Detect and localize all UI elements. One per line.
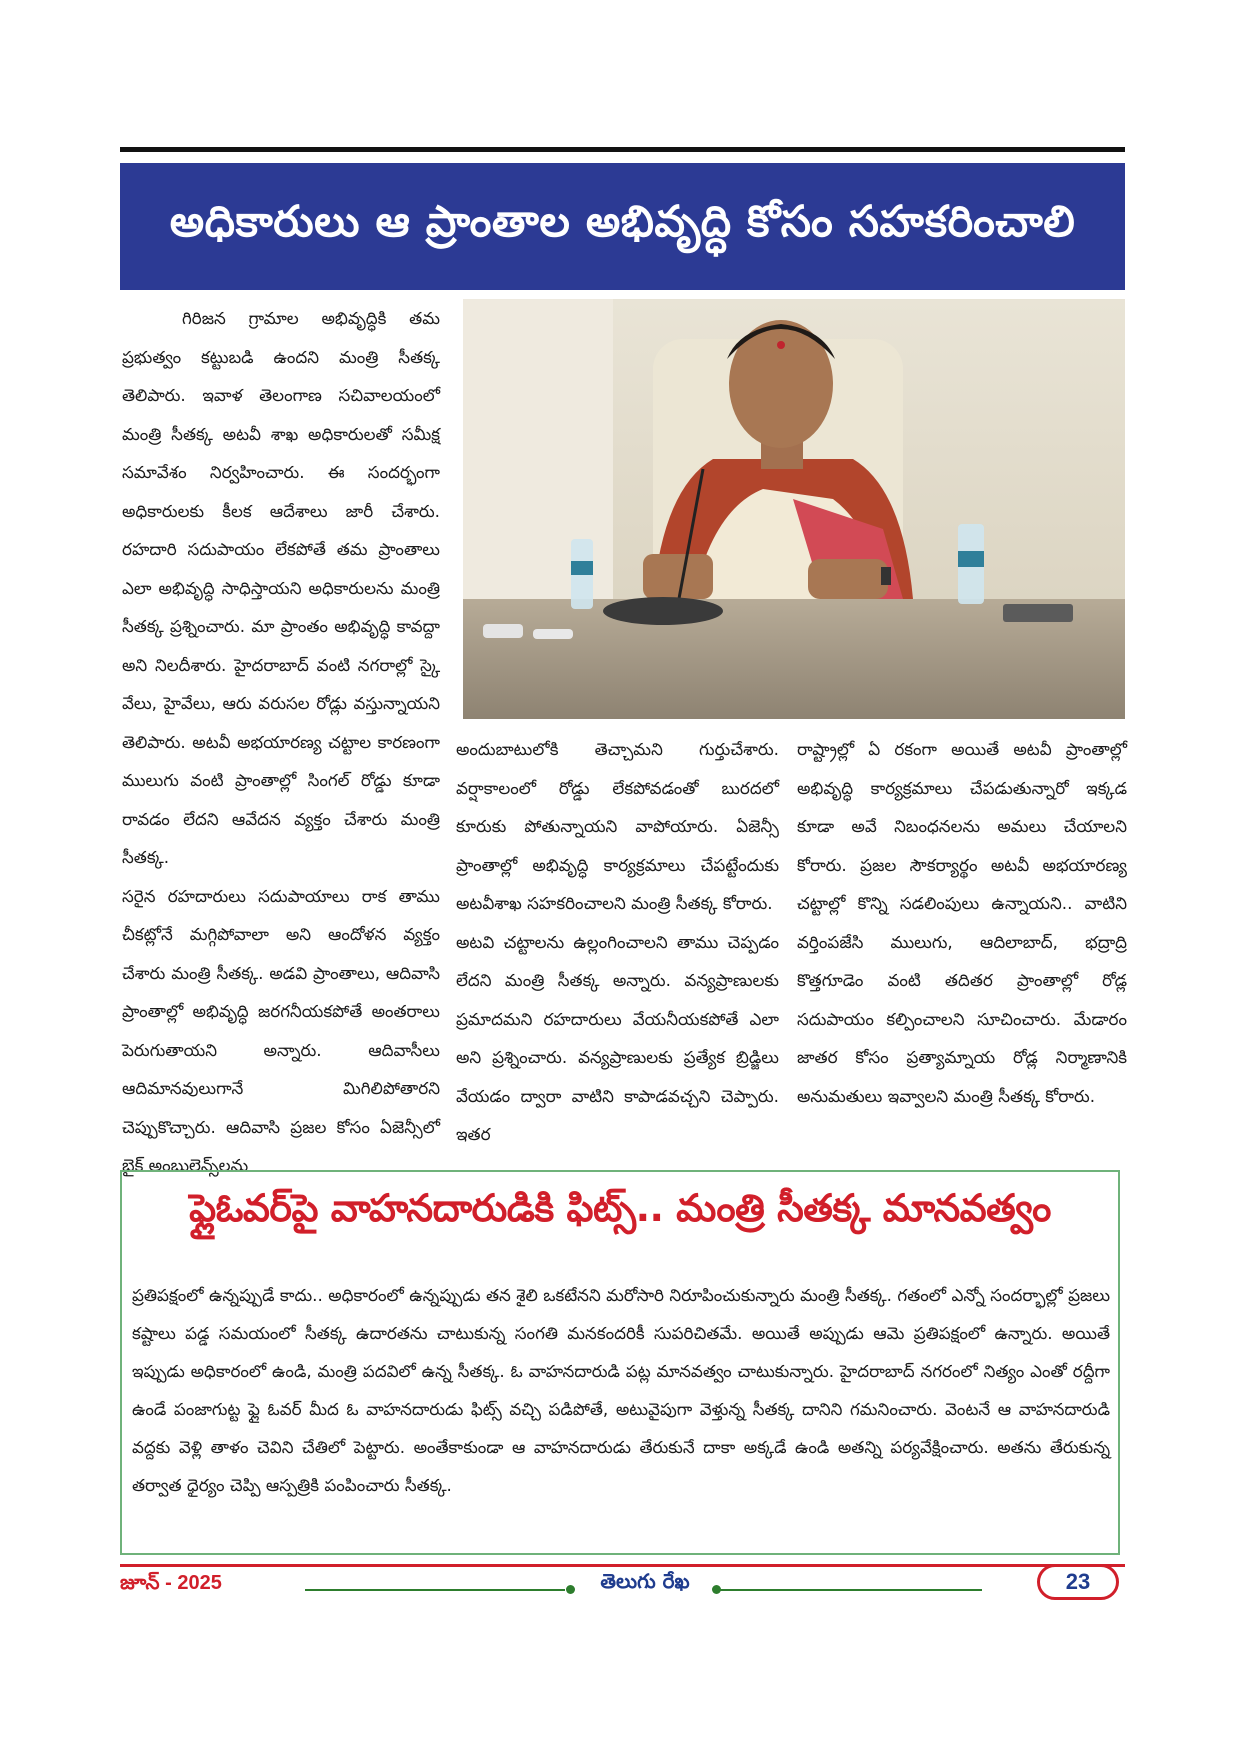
footer-ornament-left bbox=[305, 1589, 565, 1591]
footer-dot-left bbox=[566, 1585, 575, 1594]
article-column-3 bbox=[797, 730, 1127, 1175]
column-2-paragraph-1: అందుబాటులోకి తెచ్చామని గుర్తుచేశారు. వర్షాకాలంలో రోడ్డు లేకపోవడంతో బురదలో కూరుకు పోతున్నాయని వాపోయారు. ఏజెన్సీ ప్రాంతాల్లో అభివృద్ధి కార్యక్రమాలు చేపట్టేందుకు అటవీశాఖ సహకరించాలని మంత్రి సీతక్క కోరారు. bbox=[456, 739, 779, 913]
second-article-box bbox=[120, 1170, 1120, 1555]
page-number: 23 bbox=[1037, 1564, 1119, 1600]
column-3-paragraph-1: రాష్ట్రాల్లో ఏ రకంగా అయితే అటవీ ప్రాంతాల్లో అభివృద్ధి కార్యక్రమాలు చేపడుతున్నారో ఇక్కడ కూడా అవే నిబంధనలను అమలు చేయాలని కోరారు. ప్రజల సౌకర్యార్థం అటవీ అభయారణ్య చట్టాల్లో కొన్ని సడలింపులు ఉన్నాయని.. వాటిని వర్తింపజేసి ములుగు, ఆదిలాబాద్, భద్రాద్రి కొత్తగూడెం వంటి తదితర ప్రాంతాల్లో రోడ్ల సదుపాయం కల్పించాలని సూచించారు. మేడారం జాతర కోసం ప్రత్యామ్నాయ రోడ్ల నిర్మాణానికి అనుమతులు ఇవ్వాలని మంత్రి సీతక్క కోరారు. bbox=[797, 739, 1127, 1106]
article-headline: అధికారులు ఆ ప్రాంతాల అభివృద్ధి కోసం సహకరించాలి bbox=[169, 196, 1076, 247]
footer-ornament-right bbox=[720, 1589, 982, 1591]
second-article-headline: ఫ్లైఓవర్‌పై వాహనదారుడికి ఫిట్స్.. మంత్రి సీతక్క మానవత్వం bbox=[189, 1186, 1051, 1230]
minister-photo bbox=[463, 299, 1125, 719]
second-article-body: ప్రతిపక్షంలో ఉన్నప్పుడే కాదు.. అధికారంలో ఉన్నప్పుడు తన శైలి ఒకటేనని మరోసారి నిరూపించుకున్నారు మంత్రి సీతక్క. గతంలో ఎన్నో సందర్భాల్లో ప్రజలు కష్టాలు పడ్డ సమయంలో సీతక్క ఉదారతను చాటుకున్న సంగతి మనకందరికీ సుపరిచితమే. అయితే అప్పుడు ఆమె ప్రతిపక్షంలో ఉన్నారు. అయితే ఇప్పుడు అధికారంలో ఉండి, మంత్రి పదవిలో ఉన్న సీతక్క. ఓ వాహనదారుడి పట్ల మానవత్వం చాటుకున్నారు. హైదరాబాద్ నగరంలో నిత్యం ఎంతో రద్దీగా ఉండే పంజాగుట్ట ఫ్లై ఓవర్ మీద ఓ వాహనదారుడు ఫిట్స్ వచ్చి పడిపోతే, అటువైపుగా వెళ్తున్న సీతక్క దానిని గమనించారు. వెంటనే ఆ వాహనదారుడి వద్దకు వెళ్లి తాళం చెవిని చేతిలో పెట్టారు. అంతేకాకుండా ఆ వాహనదారుడు తేరుకునే దాకా అక్కడే ఉండి అతన్ని పర్యవేక్షించారు. అతను తేరుకున్న తర్వాత ధైర్యం చెప్పి ఆస్పత్రికి పంపించారు సీతక్క. bbox=[132, 1285, 1110, 1495]
column-1-paragraph-2: సరైన రహదారులు సదుపాయాలు రాక తాము చీకట్లోనే మగ్గిపోవాలా అని ఆందోళన వ్యక్తం చేశారు మంత్రి సీతక్క. అడవి ప్రాంతాలు, ఆదివాసి ప్రాంతాల్లో అభివృద్ధి జరగనీయకపోతే అంతరాలు పెరుగుతాయని అన్నారు. ఆదివాసీలు ఆదిమానవులుగానే మిగిలిపోతారని చెప్పుకొచ్చారు. ఆదివాసి ప్రజల కోసం ఏజెన్సీలో బైక్ అంబులెన్స్‌లను bbox=[122, 885, 440, 1175]
issue-date: జూన్ - 2025 bbox=[120, 1572, 222, 1594]
footer-rule bbox=[120, 1564, 1125, 1567]
article-column-1 bbox=[122, 299, 440, 1179]
column-1-paragraph-1: గిరిజన గ్రామాల అభివృద్ధికి తమ ప్రభుత్వం కట్టుబడి ఉందని మంత్రి సీతక్క తెలిపారు. ఇవాళ తెలంగాణ సచివాలయంలో మంత్రి సీతక్క అటవీ శాఖ అధికారులతో సమీక్ష సమావేశం నిర్వహించారు. ఈ సందర్భంగా అధికారులకు కీలక ఆదేశాలు జారీ చేశారు. రహదారి సదుపాయం లేకపోతే తమ ప్రాంతాలు ఎలా అభివృద్ధి సాధిస్తాయని అధికారులను మంత్రి సీతక్క ప్రశ్నించారు. మా ప్రాంతం అభివృద్ధి కావద్దా అని నిలదీశారు. హైదరాబాద్ వంటి నగరాల్లో స్కై వేలు, హైవేలు, ఆరు వరుసల రోడ్లు వస్తున్నాయని తెలిపారు. అటవీ అభయారణ్య చట్టాల కారణంగా ములుగు వంటి ప్రాంతాల్లో సింగల్ రోడ్డు కూడా రావడం లేదని ఆవేదన వ్యక్తం చేశారు మంత్రి సీతక్క. bbox=[122, 308, 440, 867]
top-rule bbox=[120, 147, 1125, 152]
headline-banner bbox=[120, 163, 1125, 290]
magazine-name: తెలుగు రేఖ bbox=[600, 1569, 690, 1593]
article-column-2 bbox=[456, 730, 779, 1175]
column-2-paragraph-2: అటవి చట్టాలను ఉల్లంగించాలని తాము చెప్పడం లేదని మంత్రి సీతక్క అన్నారు. వన్యప్రాణులకు ప్రమాదమని రహదారులు వేయనీయకపోతే ఎలా అని ప్రశ్నించారు. వన్యప్రాణులకు ప్రత్యేక బ్రిడ్జిలు వేయడం ద్వారా వాటిని కాపాడవచ్చని చెప్పారు. ఇతర bbox=[456, 931, 779, 1144]
